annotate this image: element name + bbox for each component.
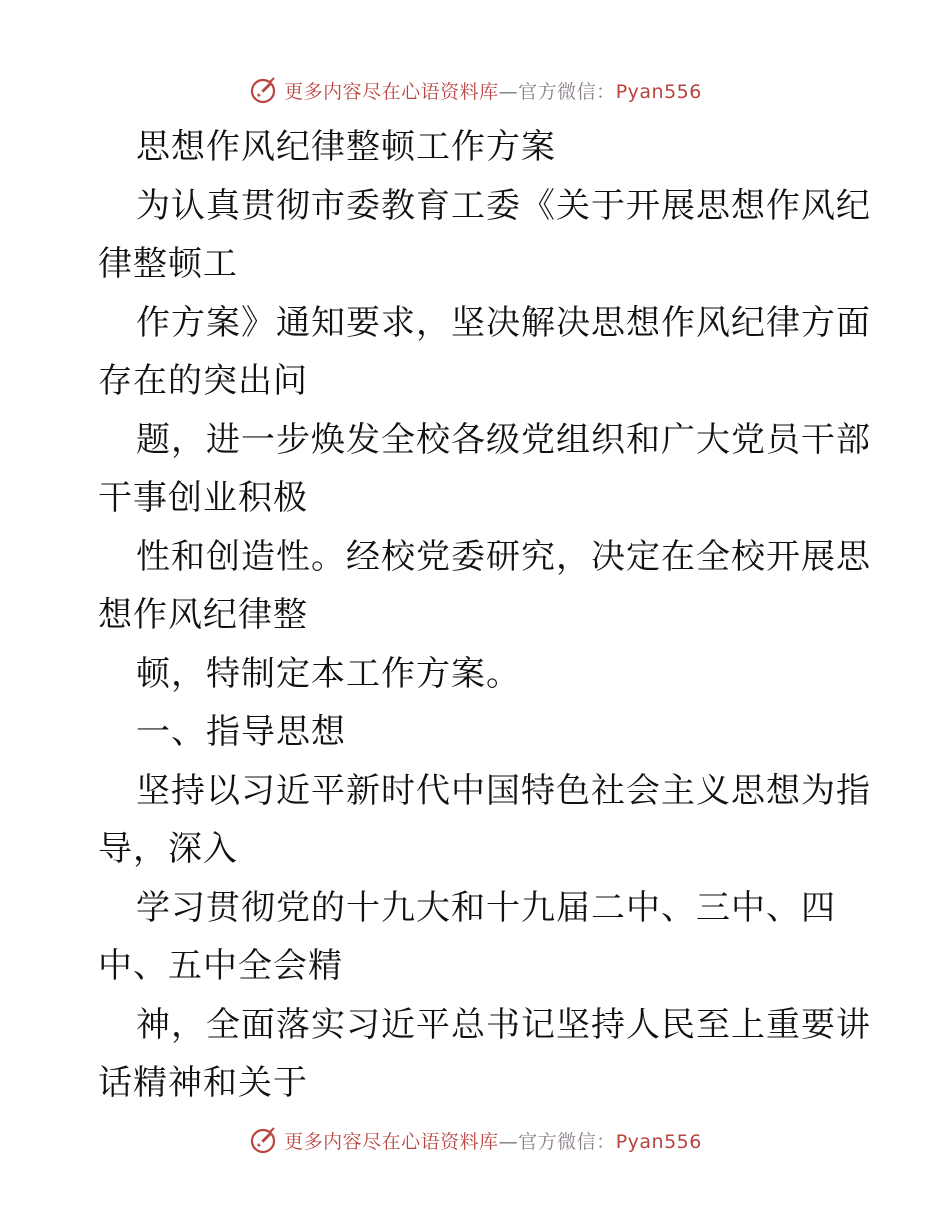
doc-line: 题，进一步焕发全校各级党组织和广大党员干部 — [136, 419, 871, 460]
banner-site-name: 更多内容尽在心语资料库 — [284, 1130, 499, 1153]
doc-line: 神，全面落实习近平总书记坚持人民至上重要讲 — [136, 1004, 871, 1045]
doc-line: 坚持以习近平新时代中国特色社会主义思想为指 — [136, 770, 871, 811]
doc-line: 想作风纪律整 — [98, 595, 308, 635]
header-banner — [0, 70, 950, 110]
banner-dash: — — [498, 1130, 519, 1153]
doc-line: 存在的突出问 — [98, 361, 308, 401]
doc-line: 学习贯彻党的十九大和十九届二中、三中、四 — [136, 887, 836, 928]
doc-line: 为认真贯彻市委教育工委《关于开展思想作风纪 — [136, 185, 871, 226]
doc-line: 话精神和关于 — [98, 1063, 308, 1103]
doc-line: 性和创造性。经校党委研究，决定在全校开展思 — [136, 536, 871, 577]
doc-line: 律整顿工 — [98, 244, 238, 284]
doc-line: 中、五中全会精 — [98, 946, 343, 986]
banner-wechat-label: 官方微信： — [518, 1130, 616, 1153]
document-body — [98, 118, 871, 1113]
banner-account: Pyan556 — [615, 80, 702, 103]
doc-line: 作方案》通知要求，坚决解决思想作风纪律方面 — [136, 302, 871, 343]
doc-line: 干事创业积极 — [98, 478, 308, 518]
banner-dash: — — [498, 80, 519, 103]
doc-line: 导，深入 — [98, 829, 238, 869]
doc-line: 顿，特制定本工作方案。 — [136, 653, 521, 694]
section-heading: 一、指导思想 — [136, 712, 346, 752]
banner-account: Pyan556 — [615, 1130, 702, 1153]
doc-line: 思想作风纪律整顿工作方案 — [136, 127, 556, 167]
footer-banner — [0, 1120, 950, 1160]
banner-text — [284, 77, 702, 104]
quill-seal-icon — [248, 75, 278, 105]
banner-wechat-label: 官方微信： — [518, 80, 616, 103]
quill-seal-icon — [248, 1125, 278, 1155]
banner-text — [284, 1127, 702, 1154]
banner-site-name: 更多内容尽在心语资料库 — [284, 80, 499, 103]
